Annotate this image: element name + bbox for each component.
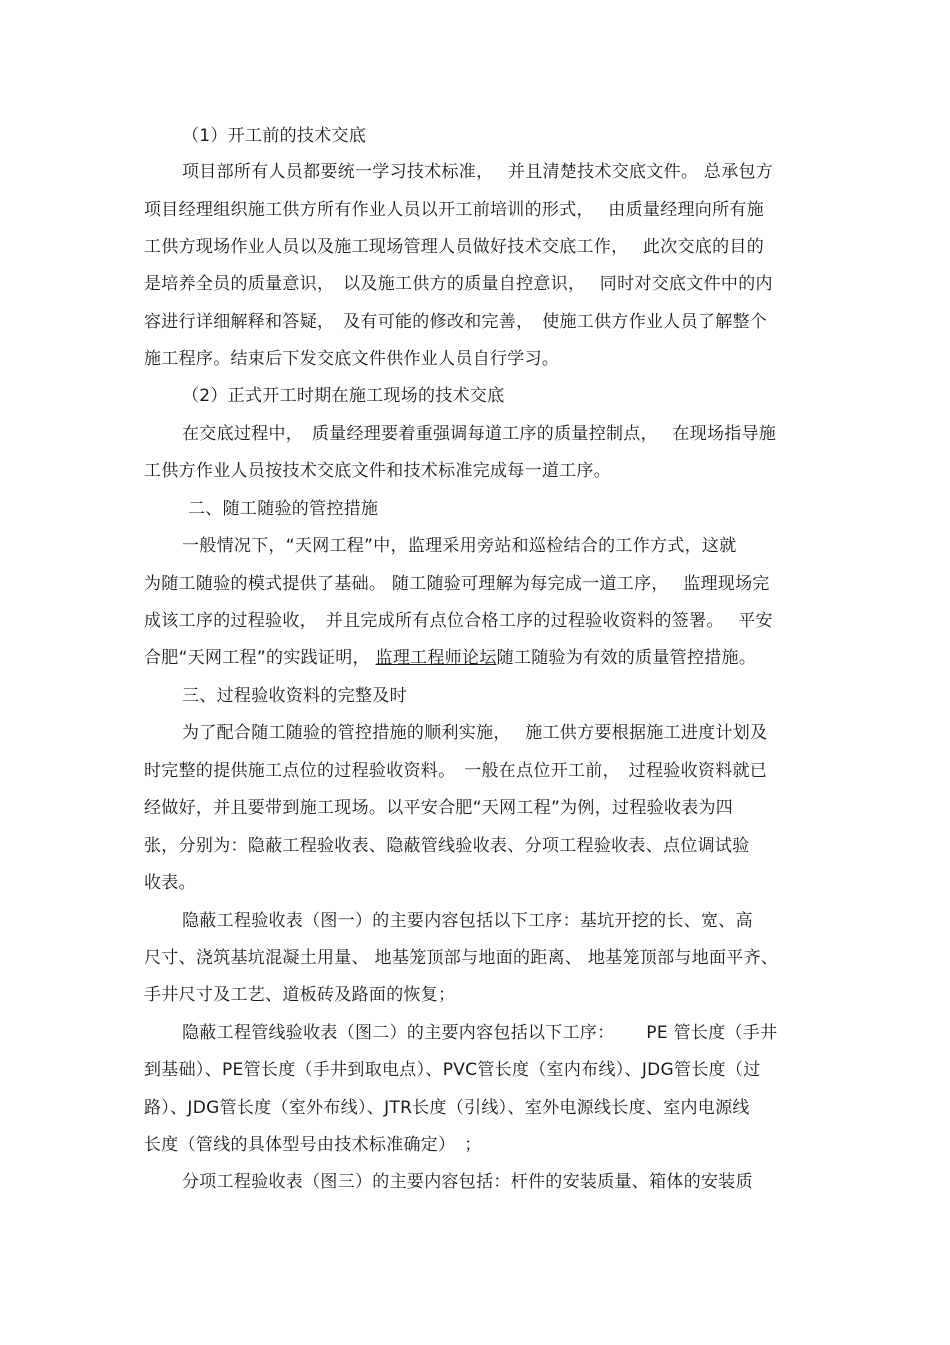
paragraph-line: 路）、JDG管长度（室外布线）、JTR长度（引线）、室外电源线长度、室内电源线 <box>144 1098 750 1118</box>
paragraph-line: 项目部所有人员都要统一学习技术标准， 并且清楚技术交底文件。 总承包方 <box>182 162 774 182</box>
paragraph-line: 成该工序的过程验收， 并且完成所有点位合格工序的过程验收资料的签署。 平安 <box>144 611 773 631</box>
paragraph-line: 是培养全员的质量意识， 以及施工供方的质量自控意识， 同时对交底文件中的内 <box>144 274 773 294</box>
paragraph-line: 经做好，并且要带到施工现场。以平安合肥“天网工程”为例，过程验收表为四 <box>144 798 734 818</box>
paragraph-line: 在交底过程中， 质量经理要着重强调每道工序的质量控制点， 在现场指导施 <box>182 424 777 444</box>
paragraph-line: 容进行详细解释和答疑， 及有可能的修改和完善， 使施工供方作业人员了解整个 <box>144 312 768 332</box>
paragraph-line: 时完整的提供施工点位的过程验收资料。 一般在点位开工前， 过程验收资料就已 <box>144 761 768 781</box>
paragraph-line: 到基础）、PE管长度（手井到取电点）、PVC管长度（室内布线）、JDG管长度（过 <box>144 1060 761 1080</box>
paragraph-line: 尺寸、浇筑基坑混凝土用量、 地基笼顶部与地面的距离、 地基笼顶部与地面平齐、 <box>144 948 779 968</box>
paragraph-line: 工供方现场作业人员以及施工现场管理人员做好技术交底工作， 此次交底的目的 <box>144 237 765 257</box>
paragraph-line <box>144 648 756 668</box>
paragraph-line: 手井尺寸及工艺、道板砖及路面的恢复； <box>144 985 456 1005</box>
paragraph-line: 张，分别为：隐蔽工程验收表、隐蔽管线验收表、分项工程验收表、点位调试验 <box>144 836 750 856</box>
paragraph-line: 分项工程验收表（图三）的主要内容包括：杆件的安装质量、箱体的安装质 <box>182 1172 753 1192</box>
section-heading-2: 二、随工随验的管控措施 <box>188 499 379 519</box>
paragraph-line: 为随工随验的模式提供了基础。 随工随验可理解为每完成一道工序， 监理现场完 <box>144 574 770 594</box>
paragraph-line: 隐蔽工程管线验收表（图二）的主要内容包括以下工序： PE 管长度（手井 <box>182 1023 778 1043</box>
paragraph-line: 收表。 <box>144 873 196 893</box>
subheading-formal-start: （2）正式开工时期在施工现场的技术交底 <box>182 386 505 406</box>
paragraph-line: 施工程序。结束后下发交底文件供作业人员自行学习。 <box>144 349 560 369</box>
paragraph-line: 工供方作业人员按技术交底文件和技术标准完成每一道工序。 <box>144 461 612 481</box>
paragraph-line: 隐蔽工程验收表（图一）的主要内容包括以下工序：基坑开挖的长、宽、高 <box>182 911 753 931</box>
paragraph-line: 项目经理组织施工供方所有作业人员以开工前培训的形式， 由质量经理向所有施 <box>144 200 765 220</box>
section-heading-3: 三、过程验收资料的完整及时 <box>182 686 407 706</box>
paragraph-line: 为了配合随工随验的管控措施的顺利实施， 施工供方要根据施工进度计划及 <box>182 723 768 743</box>
paragraph-line: 一般情况下，“天网工程”中，监理采用旁站和巡检结合的工作方式，这就 <box>182 536 737 556</box>
paragraph-text: 随工随验为有效的质量管控措施。 <box>496 648 757 668</box>
forum-link[interactable]: 监理工程师论坛 <box>375 648 497 668</box>
paragraph-text: 合肥“天网工程”的实践证明， <box>144 648 370 668</box>
subheading-pre-construction: （1）开工前的技术交底 <box>182 126 367 146</box>
paragraph-line: 长度（管线的具体型号由技术标准确定） ； <box>144 1135 482 1155</box>
